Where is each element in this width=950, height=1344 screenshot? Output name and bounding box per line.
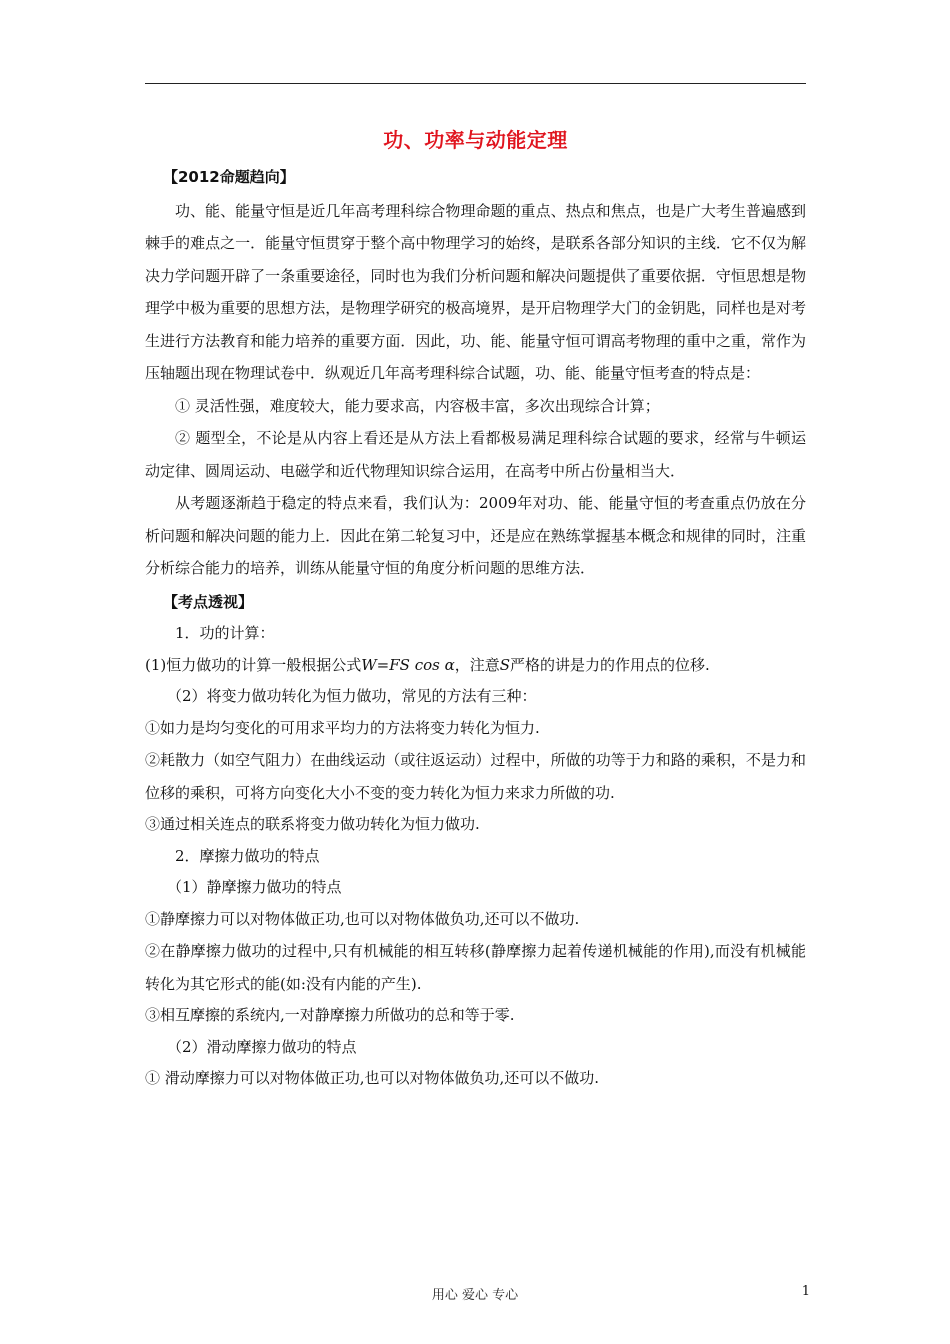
point-2b-item-1: ① 滑动摩擦力可以对物体做正功,也可以对物体做负功,还可以不做功. [145, 1069, 600, 1087]
work-formula: W=FS cos α [361, 655, 455, 674]
trend-item-1: ① 灵活性强，难度较大，能力要求高，内容极丰富，多次出现综合计算； [175, 396, 660, 415]
point-2b: （2）滑动摩擦力做功的特点 [167, 1037, 357, 1056]
point-1a [145, 650, 806, 682]
point-1b-item-3: ③通过相关连点的联系将变力做功转化为恒力做功. [145, 815, 480, 833]
trend-item-2: ② 题型全，不论是从内容上看还是从方法上看都极易满足理科综合试题的要求，经常与牛顿运动定律、圆周运动、电磁学和近代物理知识综合运用，在高考中所占份量相当大． [145, 429, 806, 480]
point-1b: （2）将变力做功转化为恒力做功，常见的方法有三种： [167, 687, 537, 705]
section-heading-trend: 【2012命题趋向】 [163, 168, 295, 186]
point-1-title: 1．功的计算： [175, 624, 275, 642]
trend-paragraph-2: 从考题逐渐趋于稳定的特点来看，我们认为：2009年对功、能、能量守恒的考查重点仍放在分析问题和解决问题的能力上．因此在第二轮复习中，还是应在熟练掌握基本概念和规律的同时，注重分析综合能力的培养，训练从能量守恒的角度分析问题的思维方法． [145, 494, 806, 577]
page-number: 1 [801, 1284, 810, 1299]
point-2-title: 2．摩擦力做功的特点 [175, 846, 320, 865]
document-title: 功、功率与动能定理 [383, 128, 568, 152]
displacement-variable: S [499, 655, 511, 674]
section-heading-points: 【考点透视】 [163, 592, 254, 611]
trend-paragraph-1: 功、能、能量守恒是近几年高考理科综合物理命题的重点、热点和焦点，也是广大考生普遍感到棘手的难点之一．能量守恒贯穿于整个高中物理学习的始终，是联系各部分知识的主线．它不仅为解决力学问题开辟了一条重要途径，同时也为我们分析问题和解决问题提供了重要依据．守恒思想是物理学中极为重要的思想方法，是物理学研究的极高境界，是开启物理学大门的金钥匙，同样也是对考生进行方法教育和能力培养的重要方面．因此，功、能、能量守恒可谓高考物理的重中之重，常作为压轴题出现在物理试卷中．纵观近几年高考理科综合试题，功、能、能量守恒考查的特点是： [145, 201, 806, 382]
point-2a: （1）静摩擦力做功的特点 [167, 878, 342, 896]
document-body [145, 162, 806, 1095]
point-1b-item-2: ②耗散力（如空气阻力）在曲线运动（或往返运动）过程中，所做的功等于力和路的乘积，不是力和位移的乘积，可将方向变化大小不变的变力转化为恒力来求力所做的功. [145, 751, 806, 802]
footer-slogan: 用心 爱心 专心 [431, 1288, 519, 1303]
point-2a-item-3: ③相互摩擦的系统内,一对静摩擦力所做功的总和等于零. [145, 1006, 515, 1024]
point-1a-pre: (1)恒力做功的计算一般根据公式 [145, 655, 362, 674]
point-1a-mid: ，注意 [454, 655, 500, 674]
header-rule [145, 83, 806, 84]
point-1b-item-1: ①如力是均匀变化的可用求平均力的方法将变力转化为恒力. [145, 718, 540, 737]
point-1a-post: 严格的讲是力的作用点的位移. [510, 655, 710, 674]
point-2a-item-2: ②在静摩擦力做功的过程中,只有机械能的相互转移(静摩擦力起着传递机械能的作用),而没有机械能转化为其它形式的能(如:没有内能的产生). [145, 942, 806, 993]
point-2a-item-1: ①静摩擦力可以对物体做正功,也可以对物体做负功,还可以不做功. [145, 909, 580, 928]
